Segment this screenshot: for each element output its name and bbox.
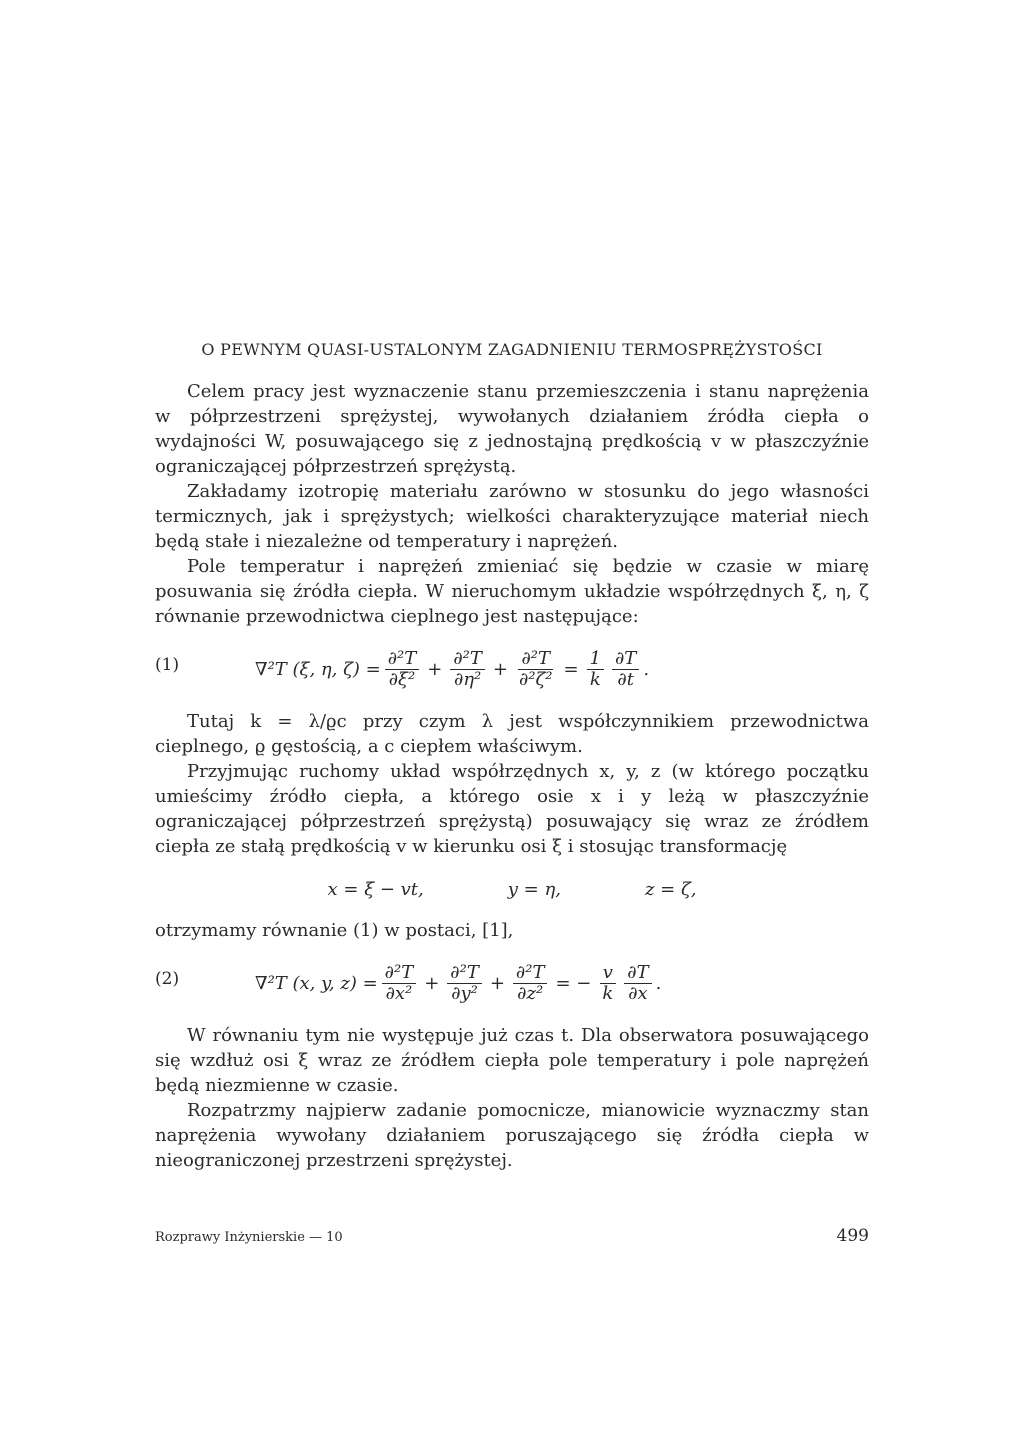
denominator: ∂x	[628, 982, 648, 1004]
paragraph: Pole temperatur i naprężeń zmieniać się będzie w czasie w miarę posuwania się źródła ciepła. W nieruchomym układzie współrzędnych ξ, η, ζ równanie przewodnictwa cieplnego jest następujące:	[155, 556, 869, 627]
numerator: ∂²T	[382, 963, 417, 984]
fraction	[450, 649, 485, 690]
numerator: ∂²T	[513, 963, 548, 984]
fraction	[516, 649, 556, 690]
equals-sign: =	[563, 658, 579, 680]
fraction	[599, 963, 616, 1004]
denominator: ∂z²	[517, 982, 544, 1004]
numerator: ∂²T	[518, 649, 553, 670]
transform-x: x = ξ − vt,	[327, 879, 424, 900]
paragraph: W równaniu tym nie występuje już czas t. Dla obserwatora posuwającego się wzdłuż osi ξ wraz ze źródłem ciepła pole temperatury i pole naprężeń będą niezmienne w czasie.	[155, 1025, 869, 1096]
equation-lhs: ∇²T (x, y, z) =	[255, 972, 378, 994]
equation-2	[155, 951, 869, 1015]
equation-lhs: ∇²T (ξ, η, ζ) =	[255, 658, 381, 680]
paragraph: Tutaj k = λ/ϱc przy czym λ jest współczynnikiem przewodnictwa cieplnego, ϱ gęstością, a c ciepłem właściwym.	[155, 711, 869, 757]
journal-name: Rozprawy Inżynierskie — 10	[155, 1230, 343, 1245]
fraction	[385, 649, 420, 690]
period: .	[655, 972, 662, 994]
transform-z: z = ζ,	[644, 879, 697, 900]
equation-number: (2)	[155, 969, 180, 989]
article-title: O PEWNYM QUASI-USTALONYM ZAGADNIENIU TERMOSPRĘŻYSTOŚCI	[201, 340, 823, 359]
equation-1	[155, 637, 869, 701]
equation-body	[255, 637, 649, 701]
period: .	[643, 658, 650, 680]
transformation-equations	[155, 879, 869, 900]
fraction	[513, 963, 548, 1004]
fraction	[587, 649, 604, 690]
numerator: 1	[587, 649, 604, 670]
fraction	[382, 963, 417, 1004]
plus-sign: +	[492, 658, 508, 680]
numerator: ∂T	[624, 963, 651, 984]
equation-body	[255, 951, 661, 1015]
page-number: 499	[836, 1226, 869, 1246]
numerator: v	[600, 963, 616, 984]
paragraph: Rozpatrzmy najpierw zadanie pomocnicze, mianowicie wyznaczmy stan naprężenia wywołany działaniem poruszającego się źródła ciepła w nieograniczonej przestrzeni sprężystej.	[155, 1100, 869, 1171]
fraction	[612, 649, 639, 690]
denominator: ∂x²	[385, 982, 413, 1004]
denominator: ∂y²	[451, 982, 478, 1004]
numerator: ∂²T	[450, 649, 485, 670]
denominator: k	[589, 668, 601, 690]
denominator: ∂t	[617, 668, 634, 690]
equals-sign: = −	[555, 972, 592, 994]
fraction	[447, 963, 482, 1004]
article-body	[155, 340, 869, 1173]
denominator: ∂ξ²	[388, 668, 416, 690]
transform-y: y = η,	[507, 879, 561, 900]
paragraph: Celem pracy jest wyznaczenie stanu przemieszczenia i stanu naprężenia w półprzestrzeni sprężystej, wywołanych działaniem źródła ciepła o wydajności W, posuwającego się z jednostajną prędkością v w płaszczyźnie ograniczającej półprzestrzeń sprężystą.	[155, 381, 869, 477]
numerator: ∂²T	[447, 963, 482, 984]
denominator: ∂η²	[453, 668, 482, 690]
denominator: ∂²ζ²	[518, 668, 553, 690]
numerator: ∂²T	[385, 649, 420, 670]
denominator: k	[602, 982, 614, 1004]
paragraph: otrzymamy równanie (1) w postaci, [1],	[155, 920, 514, 941]
equation-number: (1)	[155, 655, 180, 675]
plus-sign: +	[424, 972, 440, 994]
plus-sign: +	[489, 972, 505, 994]
plus-sign: +	[427, 658, 443, 680]
paragraph: Przyjmując ruchomy układ współrzędnych x, y, z (w którego początku umieścimy źródło ciepła, a którego osie x i y leżą w płaszczyźnie ograniczającej półprzestrzeń sprężystą) posuwający się wraz ze źródłem ciepła ze stałą prędkością v w kierunku osi ξ i stosując transformację	[155, 761, 869, 857]
paragraph: Zakładamy izotropię materiału zarówno w stosunku do jego własności termicznych, jak i sprężystych; wielkości charakteryzujące materiał niech będą stałe i niezależne od temperatury i naprężeń.	[155, 481, 869, 552]
fraction	[624, 963, 651, 1004]
numerator: ∂T	[612, 649, 639, 670]
